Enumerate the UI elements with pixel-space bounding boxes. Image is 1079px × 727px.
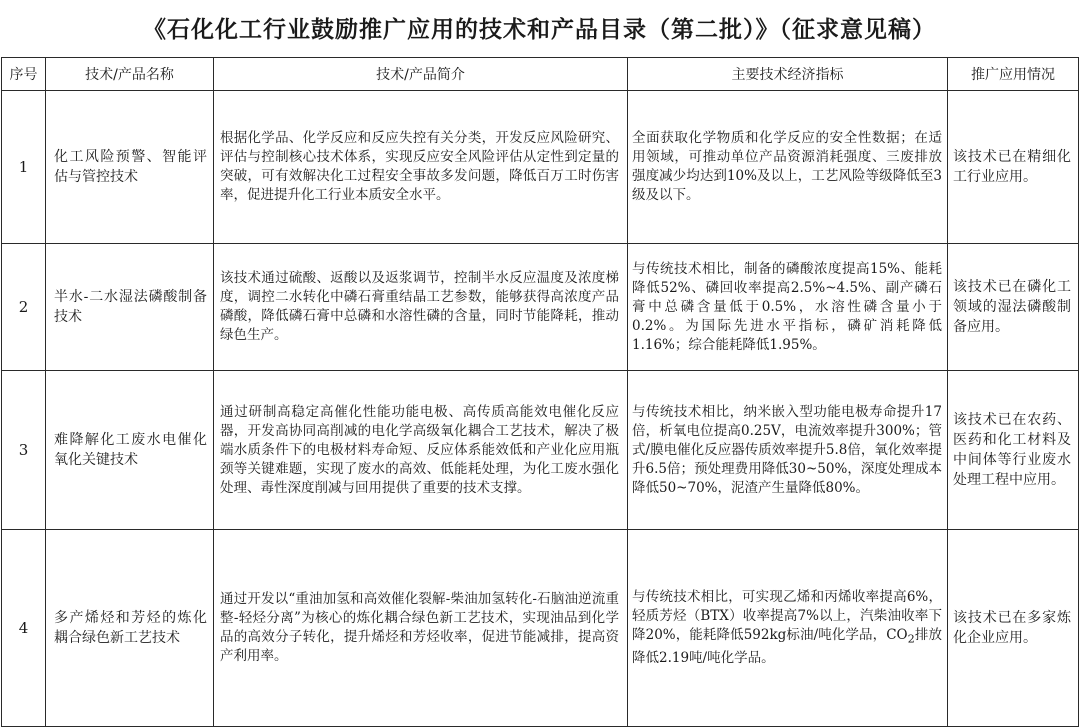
technology-intro: 该技术通过硫酸、返酸以及返浆调节，控制半水反应温度及浓度梯度，调控二水转化中磷石膏重结晶工艺参数，能够获得高浓度产品磷酸，降低磷石膏中总磷和水溶性磷的含量，同时节能降耗，推动绿色生产。 (220, 270, 619, 343)
row-number: 4 (2, 530, 46, 727)
technology-metrics: 与传统技术相比，纳米嵌入型功能电极寿命提升17倍，析氧电位提高0.25V，电流效率提升300%；管式/膜电催化反应器传质效率提升5.8倍，氧化效率提升6.5倍；预处理费用降低30~50%，深度处理成本降低50~70%，泥渣产生量降低80%。 (632, 403, 942, 496)
application-status: 该技术已在磷化工领域的湿法磷酸制备应用。 (953, 279, 1071, 335)
application-status: 该技术已在多家炼化企业应用。 (953, 610, 1071, 646)
metrics-text-after: 排放降低2.19吨/吨化学品。 (632, 627, 942, 666)
technology-intro: 通过开发以“重油加氢和高效催化裂解-柴油加氢转化-石脑油逆流重整-轻烃分离”为核心的炼化耦合绿色新工艺技术，实现油品到化学品的高效分子转化，提升烯烃和芳烃收率，促进节能减排，提高资产利用率。 (220, 591, 619, 664)
row-number: 1 (2, 91, 46, 244)
technology-name: 化工风险预警、智能评估与管控技术 (54, 149, 207, 185)
catalog-table (1, 57, 1079, 727)
application-status: 该技术已在农药、医药和化工材料及中间体等行业废水处理工程中应用。 (953, 412, 1071, 488)
technology-metrics (628, 588, 947, 668)
header-name: 技术/产品名称 (46, 58, 214, 91)
application-status: 该技术已在精细化工行业应用。 (953, 149, 1071, 185)
table-header-row (2, 58, 1079, 91)
technology-name: 半水-二水湿法磷酸制备技术 (54, 289, 207, 325)
table-row (2, 91, 1079, 244)
technology-name: 难降解化工废水电催化氧化关键技术 (54, 432, 207, 468)
co2-subscript: 2 (907, 632, 915, 646)
table-row (2, 244, 1079, 371)
document-title: 《石化化工行业鼓励推广应用的技术和产品目录（第二批）》（征求意见稿） (143, 16, 936, 43)
header-no: 序号 (2, 58, 46, 91)
technology-name: 多产烯烃和芳烃的炼化耦合绿色新工艺技术 (54, 610, 207, 646)
header-intro: 技术/产品简介 (214, 58, 628, 91)
table-row (2, 371, 1079, 530)
table-row (2, 530, 1079, 727)
technology-metrics: 与传统技术相比，制备的磷酸浓度提高15%、能耗降低52%、磷回收率提高2.5%~4.5%、副产磷石膏中总磷含量低于0.5%，水溶性磷含量小于0.2%。为国际先进水平指标，磷矿消耗降低1.16%；综合能耗降低1.95%。 (632, 260, 942, 353)
technology-intro: 根据化学品、化学反应和反应失控有关分类，开发反应风险研究、评估与控制核心技术体系，实现反应安全风险评估从定性到定量的突破，可有效解决化工过程安全事故多发问题，降低百万工时伤害率，促进提升化工行业本质安全水平。 (220, 130, 619, 203)
row-number: 2 (2, 244, 46, 371)
metrics-text-before: 与传统技术相比，可实现乙烯和丙烯收率提高6%，轻质芳烃（BTX）收率提高7%以上，汽柴油收率下降20%，能耗降低592kg标油/吨化学品，CO (632, 589, 942, 644)
row-number: 3 (2, 371, 46, 530)
header-metrics: 主要技术经济指标 (628, 58, 948, 91)
header-status: 推广应用情况 (948, 58, 1079, 91)
technology-intro: 通过研制高稳定高催化性能功能电极、高传质高能效电催化反应器，开发高协同高削减的电化学高级氧化耦合工艺技术，解决了极端水质条件下的电极材料寿命短、反应体系能效低和产业化应用瓶颈等关键难题，实现了废水的高效、低能耗处理，为化工废水强化处理、毒性深度削减与回用提供了重要的技术支撑。 (220, 403, 619, 496)
technology-metrics: 全面获取化学物质和化学反应的安全性数据；在适用领域，可推动单位产品资源消耗强度、三废排放强度减少均达到10%及以上，工艺风险等级降低至3级及以下。 (632, 130, 942, 203)
